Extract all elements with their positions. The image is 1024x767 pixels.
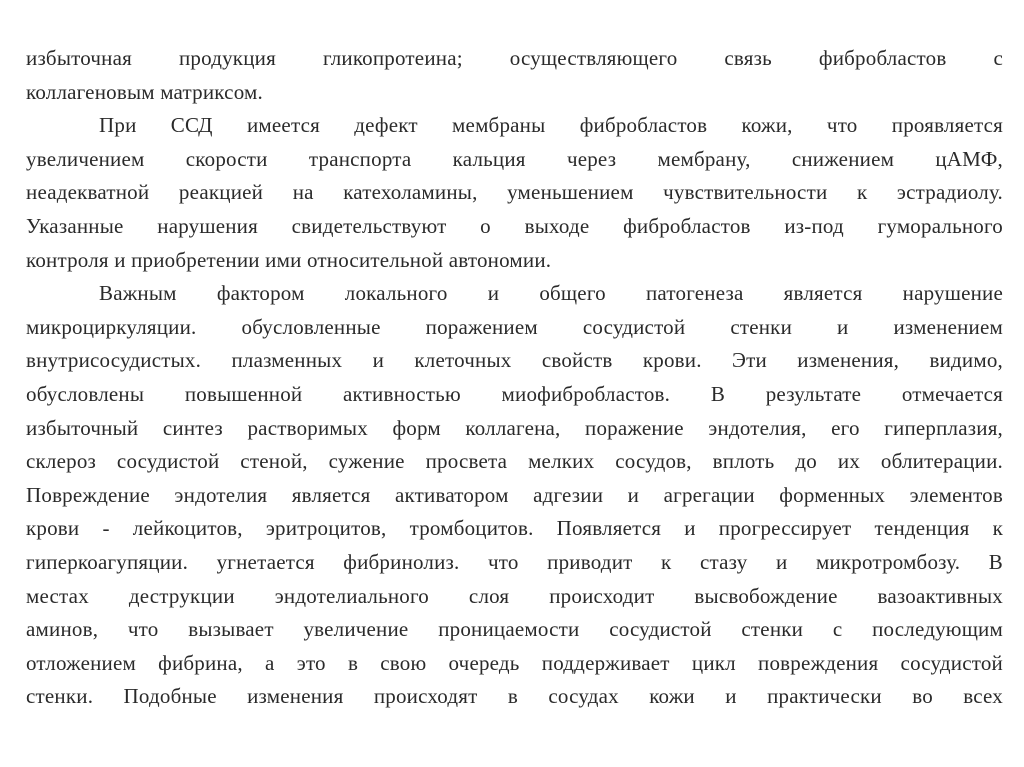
text-line: местах деструкции эндотелиального слоя происходит высвобождение вазоактивных (26, 583, 1003, 608)
paragraph-first-line: Важным фактором локального и общего патогенеза является нарушение (99, 281, 1003, 306)
text-line: обусловлены повышенной активностью миофибробластов. В результате отмечается (26, 381, 1003, 406)
text-line: гиперкоагупяции. угнетается фибринолиз. что приводит к стазу и микротромбозу. В (26, 549, 1003, 574)
text-line: контроля и приобретении ими относительной автономии. (26, 247, 552, 272)
text-line: внутрисосудистых. плазменных и клеточных свойств крови. Эти изменения, видимо, (26, 348, 1003, 373)
text-line: избыточный синтез растворимых форм коллагена, поражение эндотелия, его гиперплазия, (26, 415, 1003, 440)
paragraph-first-line: При ССД имеется дефект мембраны фибробластов кожи, что проявляется (99, 113, 1003, 138)
text-line: отложением фибрина, а это в свою очередь поддерживает цикл повреждения сосудистой (26, 650, 1003, 675)
text-line: увеличением скорости транспорта кальция через мембрану, снижением цАМФ, (26, 146, 1003, 171)
text-line: стенки. Подобные изменения происходят в сосудах кожи и практически во всех (26, 684, 1003, 709)
text-line: неадекватной реакцией на катехоламины, уменьшением чувствительности к эстрадиолу. (26, 180, 1003, 205)
text-line: аминов, что вызывает увеличение проницаемости сосудистой стенки с последующим (26, 617, 1003, 642)
text-line: микроциркуляции. обусловленные поражением сосудистой стенки и изменением (26, 314, 1003, 339)
text-line: избыточная продукция гликопротеина; осуществляющего связь фибробластов с (26, 46, 1003, 70)
text-line: Указанные нарушения свидетельствуют о выходе фибробластов из-под гуморального (26, 213, 1003, 238)
text-line: крови - лейкоцитов, эритроцитов, тромбоцитов. Появляется и прогрессирует тенденция к (26, 516, 1003, 541)
text-line: склероз сосудистой стеной, сужение просвета мелких сосудов, вплоть до их облитерации. (26, 449, 1003, 474)
body-text (26, 42, 1003, 714)
text-line: Повреждение эндотелия является активатором адгезии и агрегации форменных элементов (26, 482, 1003, 507)
text-line: коллагеновым матриксом. (26, 79, 263, 104)
